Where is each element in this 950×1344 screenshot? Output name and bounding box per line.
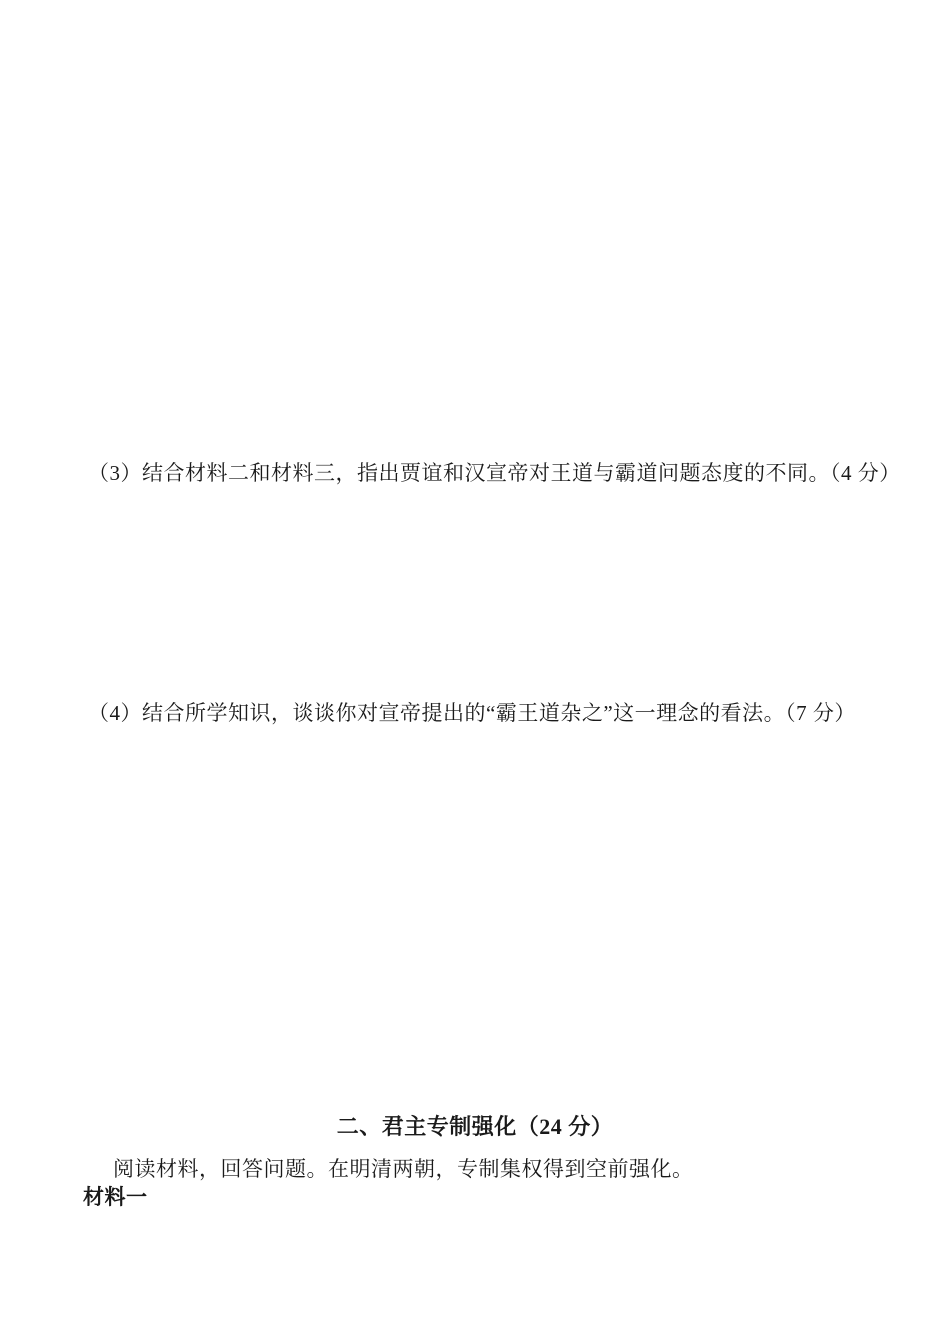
material-one-label: 材料一 <box>83 1185 148 1209</box>
section-heading: 二、君主专制强化（24 分） <box>336 1114 614 1139</box>
question-4-text: （4）结合所学知识，谈谈你对宣帝提出的“霸王道杂之”这一理念的看法。（7 分） <box>88 701 856 725</box>
question-3-text: （3）结合材料二和材料三，指出贾谊和汉宣帝对王道与霸道问题态度的不同。（4 分） <box>88 461 901 485</box>
section-intro-text: 阅读材料，回答问题。在明清两朝，专制集权得到空前强化。 <box>113 1157 694 1181</box>
